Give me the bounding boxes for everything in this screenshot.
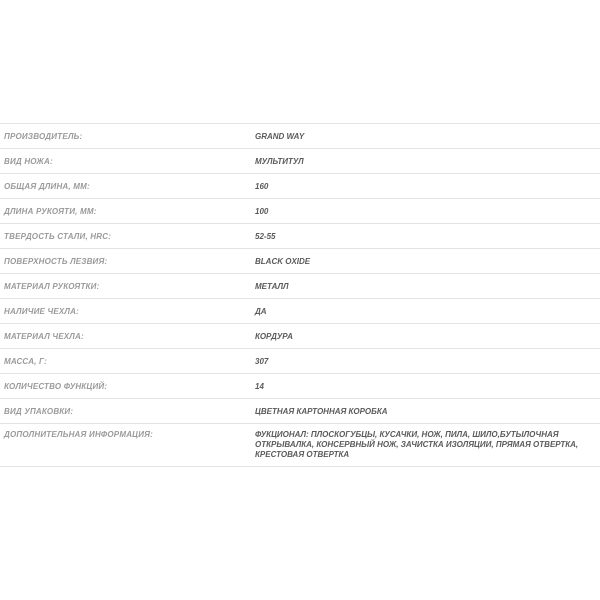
spec-row-total-length — [0, 174, 600, 199]
spec-value: КОРДУРА — [255, 332, 293, 341]
spec-value: BLACK OXIDE — [255, 257, 311, 266]
spec-label: МАТЕРИАЛ РУКОЯТКИ: — [4, 282, 100, 291]
spec-row-functions-count — [0, 374, 600, 399]
spec-label: ДЛИНА РУКОЯТИ, ММ: — [4, 207, 97, 216]
spec-value: ДА — [255, 307, 267, 316]
spec-label: ОБЩАЯ ДЛИНА, ММ: — [4, 182, 90, 191]
spec-label: КОЛИЧЕСТВО ФУНКЦИЙ: — [4, 382, 108, 391]
spec-row-handle-length — [0, 199, 600, 224]
spec-row-knife-type — [0, 149, 600, 174]
spec-value: 14 — [255, 382, 264, 391]
spec-row-additional-info — [0, 424, 600, 467]
spec-label: ДОПОЛНИТЕЛЬНАЯ ИНФОРМАЦИЯ: — [4, 430, 154, 439]
spec-row-sheath-included — [0, 299, 600, 324]
spec-label: ВИД УПАКОВКИ: — [4, 407, 74, 416]
spec-value: 307 — [255, 357, 269, 366]
spec-value: 160 — [255, 182, 269, 191]
specs-table — [0, 123, 600, 467]
spec-row-sheath-material — [0, 324, 600, 349]
spec-value: МЕТАЛЛ — [255, 282, 289, 291]
spec-value: МУЛЬТИТУЛ — [255, 157, 304, 166]
spec-row-packaging — [0, 399, 600, 424]
spec-row-handle-material — [0, 274, 600, 299]
spec-value: ЦВЕТНАЯ КАРТОННАЯ КОРОБКА — [255, 407, 388, 416]
spec-value: 100 — [255, 207, 269, 216]
spec-label: МАТЕРИАЛ ЧЕХЛА: — [4, 332, 84, 341]
spec-label: ПРОИЗВОДИТЕЛЬ: — [4, 132, 83, 141]
spec-label: ТВЕРДОСТЬ СТАЛИ, HRC: — [4, 232, 112, 241]
spec-row-manufacturer — [0, 124, 600, 149]
spec-label: ВИД НОЖА: — [4, 157, 53, 166]
spec-row-blade-surface — [0, 249, 600, 274]
spec-value: ФУКЦИОНАЛ: ПЛОСКОГУБЦЫ, КУСАЧКИ, НОЖ, ПИЛА, ШИЛО,БУТЫЛОЧНАЯ ОТКРЫВАЛКА, КОНСЕРВНЫЙ НОЖ, ЗАЧИСТКА ИЗОЛЯЦИИ, ПРЯМАЯ ОТВЕРТКА, КРЕСТОВАЯ ОТВЕРТКА — [255, 430, 579, 459]
spec-row-steel-hardness — [0, 224, 600, 249]
spec-label: ПОВЕРХНОСТЬ ЛЕЗВИЯ: — [4, 257, 108, 266]
spec-label: МАССА, Г: — [4, 357, 47, 366]
spec-row-weight — [0, 349, 600, 374]
spec-label: НАЛИЧИЕ ЧЕХЛА: — [4, 307, 79, 316]
spec-value: 52-55 — [255, 232, 276, 241]
spec-value: GRAND WAY — [255, 132, 305, 141]
